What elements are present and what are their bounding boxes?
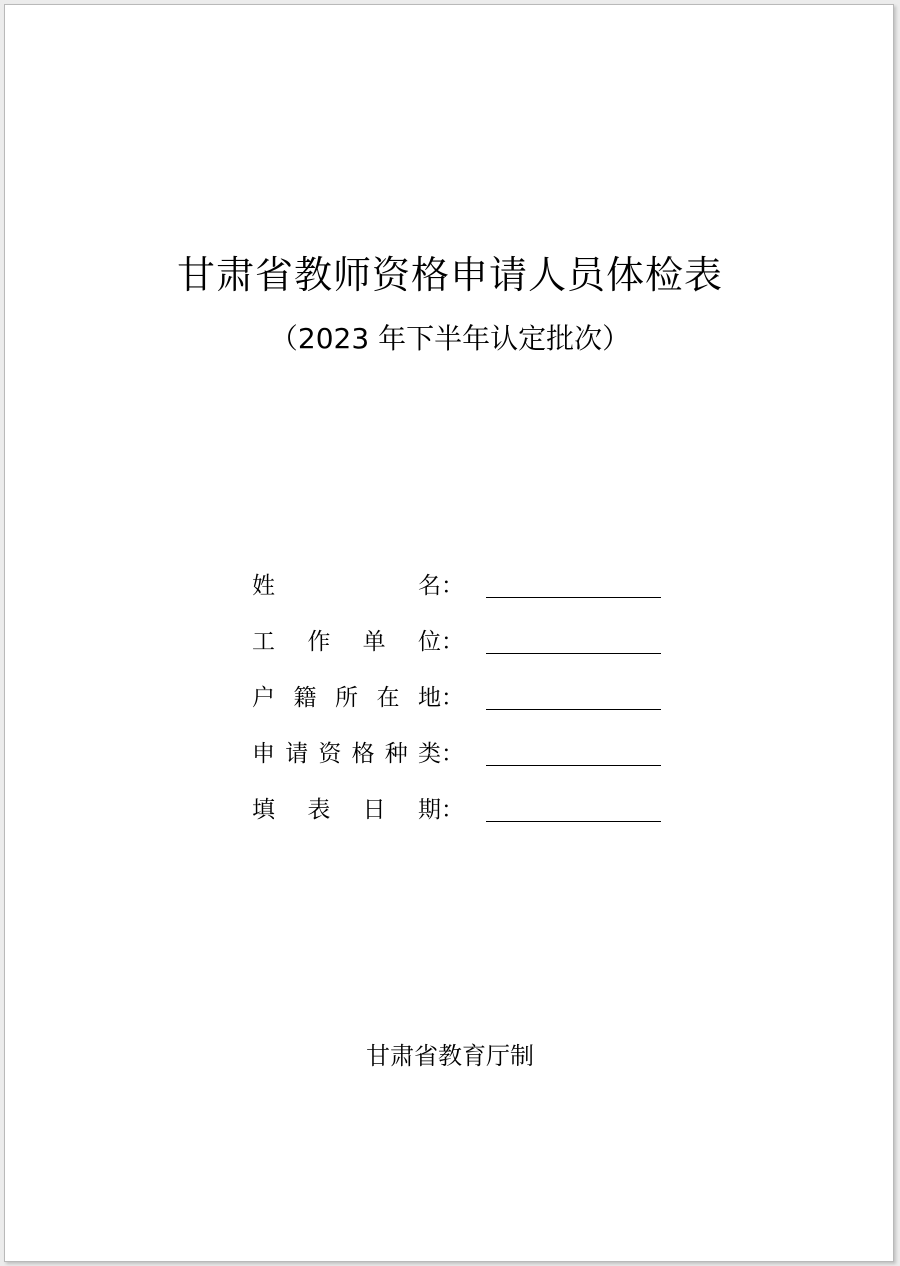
document-footer-issuer: 甘肃省教育厅制 [366,1042,534,1070]
field-work-unit-blank[interactable] [486,653,661,654]
field-name-blank[interactable] [486,597,661,598]
field-qualification-type [252,738,672,794]
field-name-label: 姓 名： [252,573,464,599]
field-household-registration [252,682,672,738]
field-household-registration-label: 户 籍 所 在 地： [252,685,464,711]
field-qualification-type-blank[interactable] [486,765,661,766]
field-fill-date-blank[interactable] [486,821,661,822]
field-name [252,570,672,626]
field-fill-date [252,794,672,850]
field-qualification-type-label: 申 请 资 格 种 类： [252,741,464,767]
document-subtitle: （2023 年下半年认定批次） [269,322,631,355]
document-title: 甘肃省教师资格申请人员体检表 [176,253,723,297]
field-work-unit [252,626,672,682]
field-household-registration-blank[interactable] [486,709,661,710]
field-work-unit-label: 工 作 单 位： [252,629,464,655]
form-fields [252,570,672,850]
field-fill-date-label: 填 表 日 期： [252,797,464,823]
